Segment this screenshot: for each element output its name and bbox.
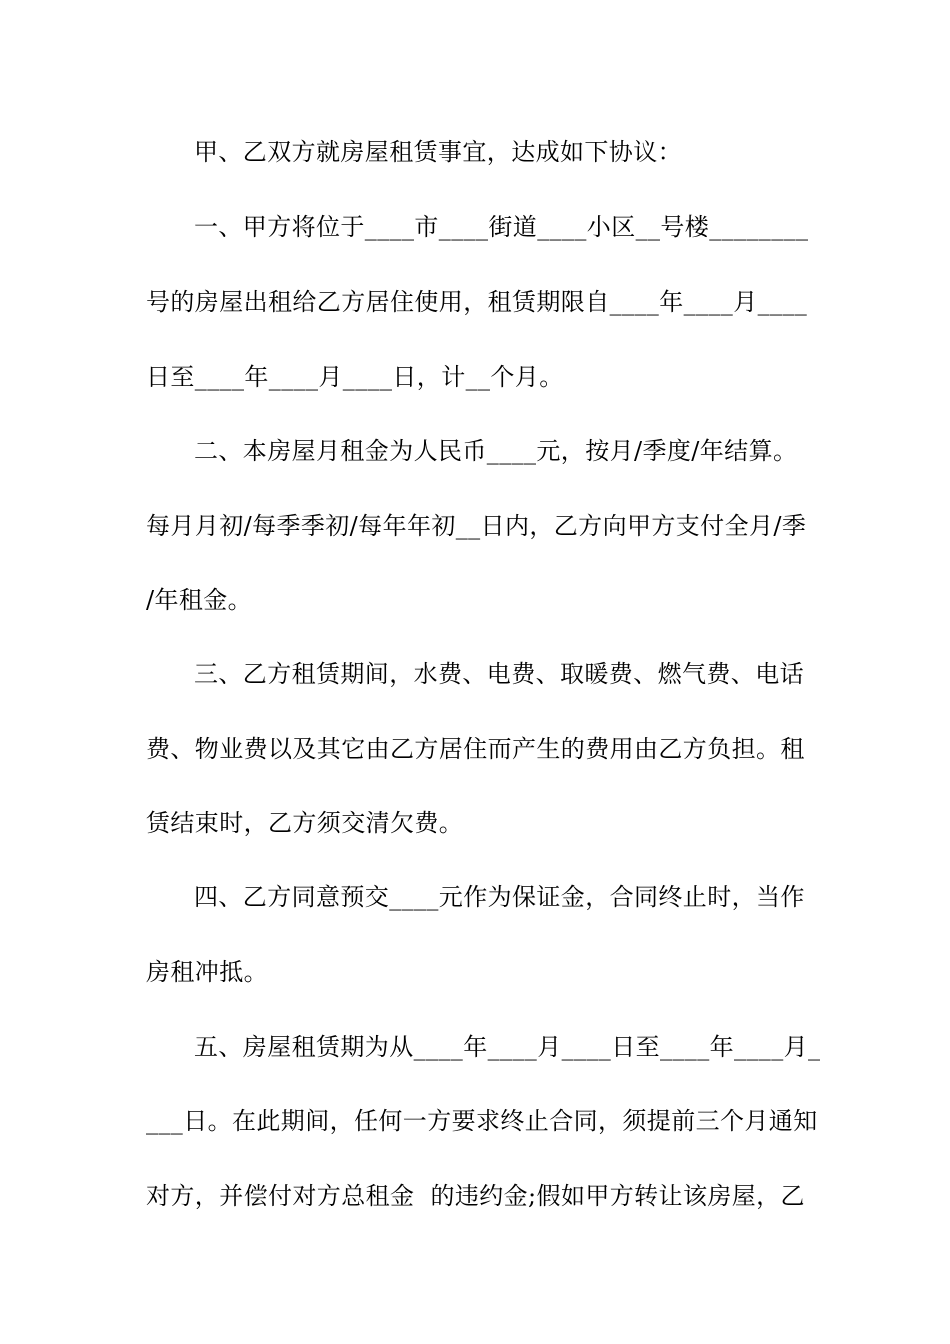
clause-2-line-2: 每月月初/每季季初/每年年初__日内，乙方向甲方支付全月/季 — [146, 512, 807, 540]
clause-2-line-3: /年租金。 — [146, 586, 253, 614]
paragraph-intro-line: 甲、乙双方就房屋租赁事宜，达成如下协议： — [194, 138, 682, 166]
clause-5-line-3: 对方，并偿付对方总租金 的违约金;假如甲方转让该房屋，乙 — [146, 1182, 805, 1210]
clause-1-line-2: 号的房屋出租给乙方居住使用，租赁期限自____年____月____ — [146, 288, 808, 316]
clause-4-line-1: 四、乙方同意预交____元作为保证金，合同终止时，当作 — [194, 883, 805, 911]
clause-1-line-1: 一、甲方将位于____市____街道____小区__号楼________ — [194, 213, 809, 241]
clause-5-line-1: 五、房屋租赁期为从____年____月____日至____年____月_ — [194, 1033, 821, 1061]
clause-5-line-2: ___日。在此期间，任何一方要求终止合同，须提前三个月通知 — [146, 1107, 818, 1135]
clause-4-line-2: 房租冲抵。 — [146, 958, 268, 986]
clause-1-line-3: 日至____年____月____日，计__个月。 — [146, 363, 564, 391]
clause-3-line-1: 三、乙方租赁期间，水费、电费、取暖费、燃气费、电话 — [194, 660, 804, 688]
clause-2-line-1: 二、本房屋月租金为人民币____元，按月/季度/年结算。 — [194, 437, 798, 465]
clause-3-line-3: 赁结束时，乙方须交清欠费。 — [146, 809, 464, 837]
clause-3-line-2: 费、物业费以及其它由乙方居住而产生的费用由乙方负担。租 — [146, 735, 805, 763]
